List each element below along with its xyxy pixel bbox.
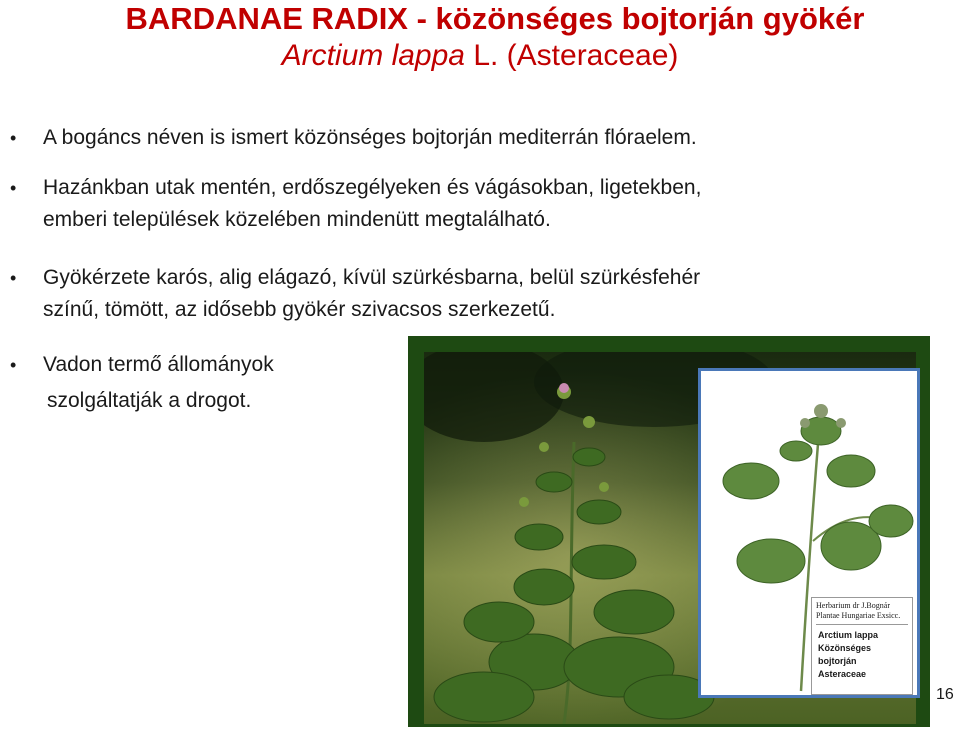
subtitle-family: L. (Asteraceae) xyxy=(464,39,679,72)
slide-subtitle xyxy=(0,39,960,73)
bullet-text: Vadon termő állományok xyxy=(43,353,274,376)
herbarium-label xyxy=(811,597,913,695)
bullet-text-line: Gyökérzete karós, alig elágazó, kívül szürkésbarna, belül szürkésfehér xyxy=(43,266,701,289)
page-number: 16 xyxy=(936,686,954,703)
subtitle-latin-name: Arctium lappa xyxy=(281,39,465,72)
bullet-dot: • xyxy=(10,268,17,288)
herbarium-latin-name: Arctium lappa xyxy=(818,630,879,640)
herbarium-common-name: bojtorján xyxy=(818,656,857,666)
bullet-text-line: Hazánkban utak mentén, erdőszegélyeken és vágásokban, ligetekben, xyxy=(43,176,702,199)
slide-title: BARDANAE RADIX - közönséges bojtorján gyökér xyxy=(125,1,865,36)
herbarium-label-header: Plantae Hungariae Exsicc. xyxy=(816,611,901,620)
bullet-dot: • xyxy=(10,355,17,375)
herbarium-sheet xyxy=(698,368,920,698)
bullet-text xyxy=(43,262,700,326)
bullet-dot: • xyxy=(10,128,17,148)
bullet-text-line: színű, tömött, az idősebb gyökér szivacsos szerkezetű. xyxy=(43,298,556,321)
herbarium-common-name: Közönséges xyxy=(818,643,872,653)
bullet-text-line: emberi települések közelében mindenütt megtalálható. xyxy=(43,208,551,231)
bullet-dot: • xyxy=(10,178,17,198)
bullet-text xyxy=(43,172,701,236)
herbarium-family: Asteraceae xyxy=(818,669,867,679)
bullet-text: szolgáltatják a drogot. xyxy=(47,389,252,412)
herbarium-label-header: Herbarium dr J.Bognár xyxy=(816,601,890,610)
bullet-text: A bogáncs néven is ismert közönséges bojtorján mediterrán flóraelem. xyxy=(43,126,697,149)
